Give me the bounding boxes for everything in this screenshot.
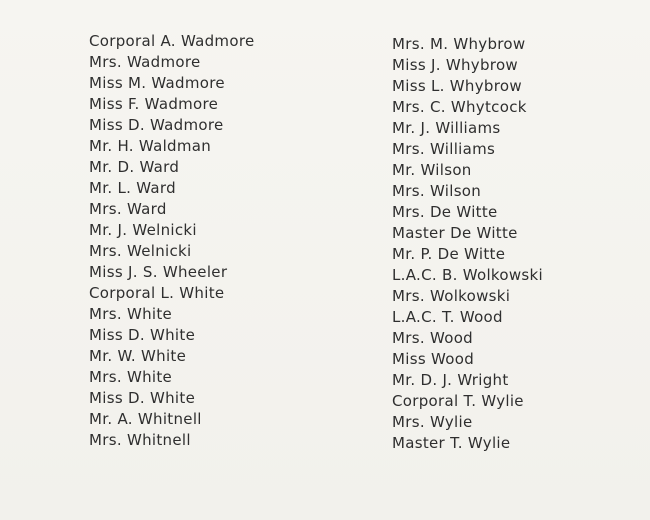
- name-entry: Miss J. Whybrow: [392, 56, 518, 74]
- name-entry: Mrs. De Witte: [392, 203, 498, 221]
- name-entry: Mrs. Williams: [392, 140, 496, 158]
- name-entry: Master T. Wylie: [392, 434, 511, 452]
- name-entry: Corporal A. Wadmore: [89, 32, 255, 50]
- name-entry: L.A.C. B. Wolkowski: [392, 266, 543, 284]
- name-entry: Corporal L. White: [89, 284, 225, 302]
- name-entry: Master De Witte: [392, 224, 518, 242]
- names-column-right: [392, 34, 543, 454]
- name-entry: Mrs. M. Whybrow: [392, 35, 526, 53]
- name-entry: Mr. D. J. Wright: [392, 371, 509, 389]
- name-entry: Corporal T. Wylie: [392, 392, 524, 410]
- name-entry: Mrs. Wadmore: [89, 53, 201, 71]
- name-entry: Mrs. Wolkowski: [392, 287, 511, 305]
- name-entry: Mrs. C. Whytcock: [392, 98, 527, 116]
- name-entry: Mr. D. Ward: [89, 158, 180, 176]
- name-entry: Mrs. White: [89, 305, 173, 323]
- names-column-left: [89, 31, 255, 451]
- name-entry: Miss D. Wadmore: [89, 116, 224, 134]
- name-entry: Miss M. Wadmore: [89, 74, 225, 92]
- name-entry: L.A.C. T. Wood: [392, 308, 503, 326]
- name-entry: Miss J. S. Wheeler: [89, 263, 228, 281]
- name-entry: Mrs. White: [89, 368, 173, 386]
- name-entry: Mr. A. Whitnell: [89, 410, 202, 428]
- name-entry: Miss F. Wadmore: [89, 95, 219, 113]
- name-entry: Mrs. Welnicki: [89, 242, 192, 260]
- name-entry: Mr. Wilson: [392, 161, 472, 179]
- name-entry: Mr. L. Ward: [89, 179, 176, 197]
- name-entry: Mr. H. Waldman: [89, 137, 212, 155]
- name-entry: Miss Wood: [392, 350, 475, 368]
- name-entry: Mr. W. White: [89, 347, 187, 365]
- name-entry: Mrs. Whitnell: [89, 431, 191, 449]
- name-entry: Miss D. White: [89, 326, 196, 344]
- name-entry: Mr. J. Williams: [392, 119, 501, 137]
- name-entry: Mrs. Wilson: [392, 182, 482, 200]
- name-entry: Miss D. White: [89, 389, 196, 407]
- name-entry: Mrs. Ward: [89, 200, 167, 218]
- name-entry: Miss L. Whybrow: [392, 77, 522, 95]
- name-entry: Mr. J. Welnicki: [89, 221, 197, 239]
- name-entry: Mr. P. De Witte: [392, 245, 506, 263]
- name-entry: Mrs. Wood: [392, 329, 473, 347]
- name-entry: Mrs. Wylie: [392, 413, 473, 431]
